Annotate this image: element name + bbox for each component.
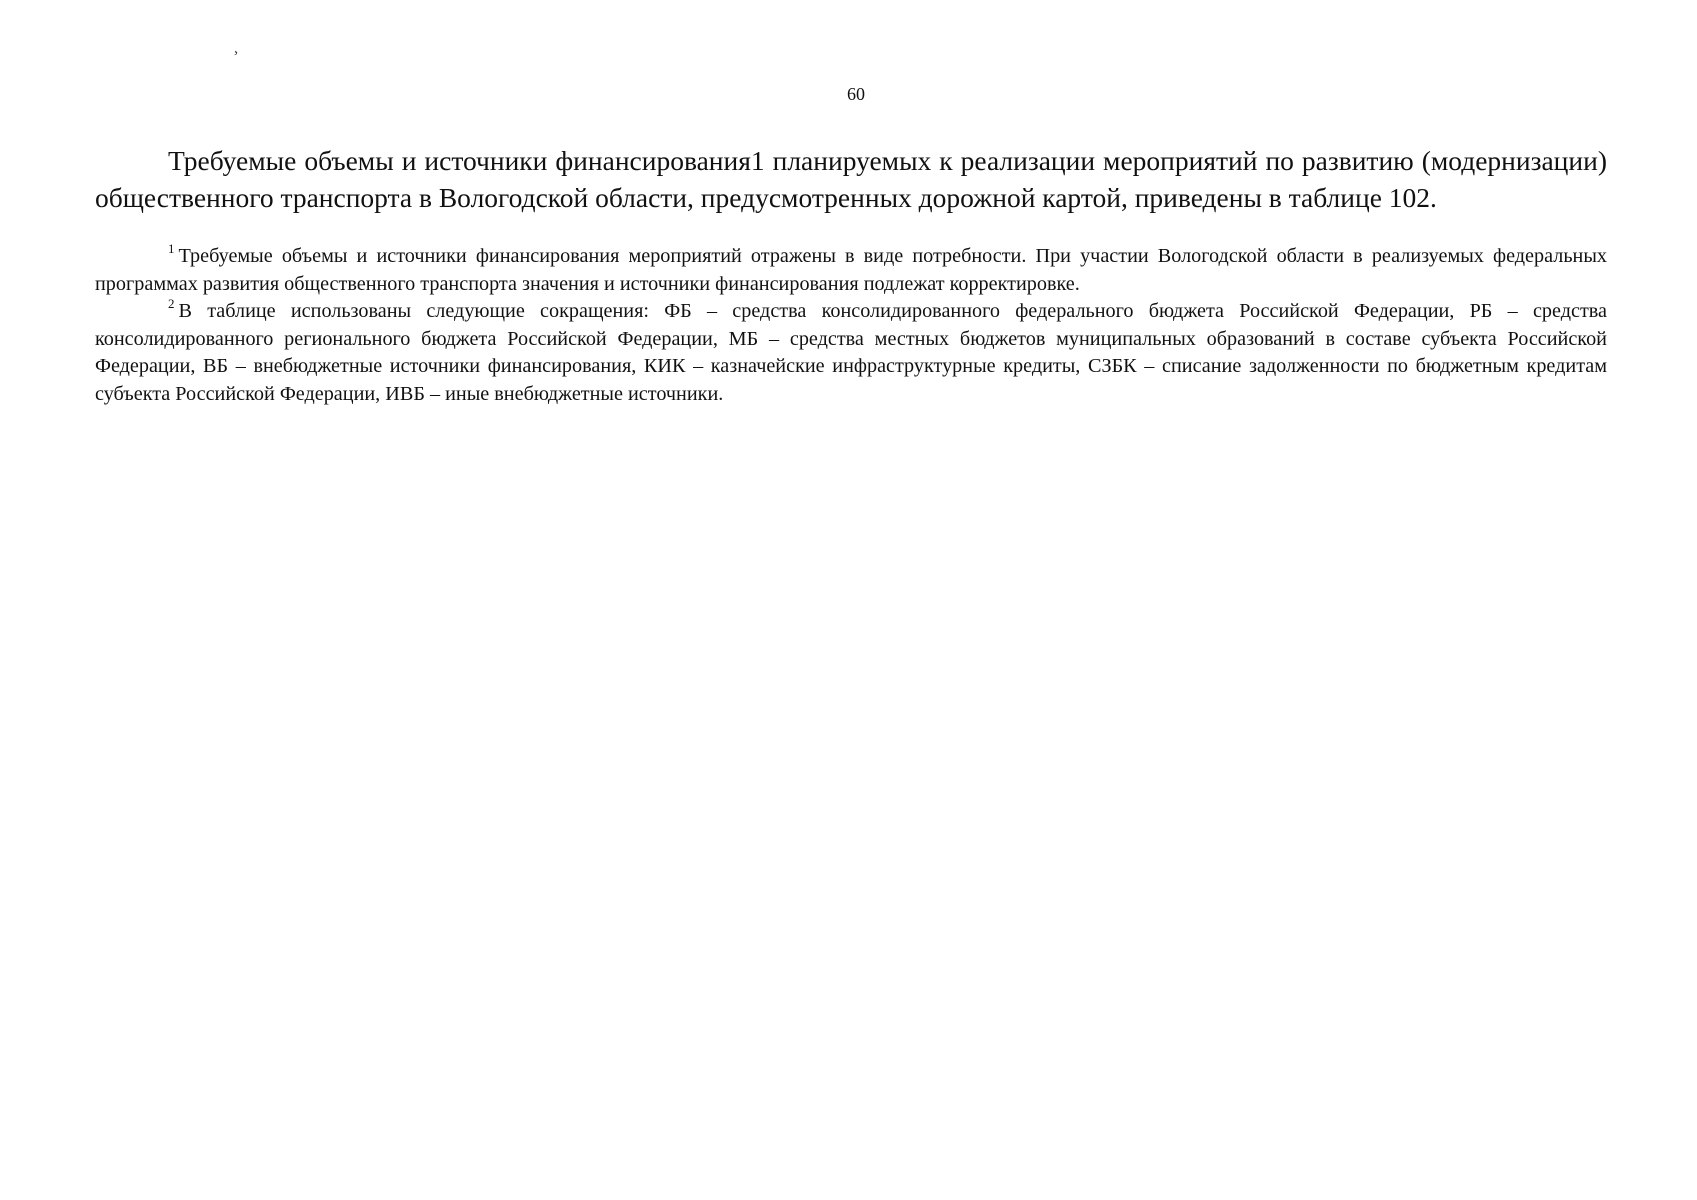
- page-number: 60: [847, 84, 865, 104]
- scan-artifact-mark: י: [230, 47, 240, 64]
- footnotes-section: [95, 243, 1607, 408]
- footnote-1-marker: 1: [168, 241, 175, 256]
- footnote-2-marker: 2: [168, 296, 175, 311]
- footnote-1-text: Требуемые объемы и источники финансирования мероприятий отражены в виде потребности. При участии Вологодской области в реализуемых федеральных программах развития общественного транспорта значения и источники финансирования подлежат корректировке.: [95, 245, 1607, 295]
- footnote-2-text: В таблице использованы следующие сокращения: ФБ – средства консолидированного федерального бюджета Российской Федерации, РБ – средства консолидированного регионального бюджета Российской Федерации, МБ – средства местных бюджетов муниципальных образований в составе субъекта Российской Федерации, ВБ – внебюджетные источники финансирования, КИК – казначейские инфраструктурные кредиты, СЗБК – списание задолженности по бюджетным кредитам субъекта Российской Федерации, ИВБ – иные внебюджетные источники.: [95, 300, 1607, 405]
- footnote-1: [95, 243, 1607, 298]
- body-paragraph: Требуемые объемы и источники финансирования1 планируемых к реализации мероприятий по развитию (модернизации) общественного транспорта в Вологодской области, предусмотренных дорожной картой, приведены в таблице 102.: [95, 145, 1607, 213]
- footnote-2: [95, 298, 1607, 408]
